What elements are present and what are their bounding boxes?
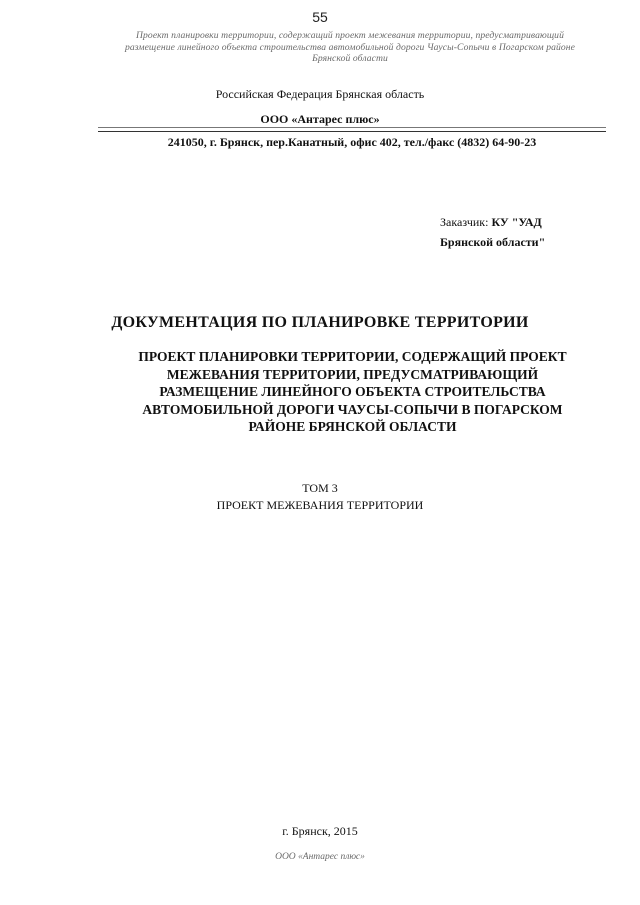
customer-line-1 [440,212,620,232]
footer-note: ООО «Антарес плюс» [275,852,365,862]
header-note-line: Проект планировки территории, содержащий проект межевания территории, предусматривающий [136,30,564,41]
document-title: ДОКУМЕНТАЦИЯ ПО ПЛАНИРОВКЕ ТЕРРИТОРИИ [111,314,529,331]
company-address: 241050, г. Брянск, пер.Канатный, офис 402, тел./факс (4832) 64-90-23 [167,135,537,149]
project-title [105,348,600,436]
header-divider [98,131,606,132]
project-title-line: ПРОЕКТ ПЛАНИРОВКИ ТЕРРИТОРИИ, СОДЕРЖАЩИЙ ПРОЕКТ [138,349,567,364]
header-note-line: Брянской области [312,53,388,64]
header-note-line: размещение линейного объекта строительства автомобильной дороги Чаусы-Сопычи в Погарском районе [124,41,576,53]
page-number: 55 [312,9,328,25]
project-title-line: МЕЖЕВАНИЯ ТЕРРИТОРИИ, ПРЕДУСМАТРИВАЮЩИЙ [166,366,539,382]
volume-label: ТОМ 3 [302,481,338,495]
header-divider-top [98,127,606,128]
customer-name-part-2: Брянской области" [440,235,546,249]
project-title-line: РАЙОНЕ БРЯНСКОЙ ОБЛАСТИ [248,419,457,434]
customer-name-part-1: КУ "УАД [491,215,542,229]
region-line: Российская Федерация Брянская область [215,87,425,101]
company-name: ООО «Антарес плюс» [260,112,380,126]
place-and-year: г. Брянск, 2015 [282,824,358,838]
project-title-line: АВТОМОБИЛЬНОЙ ДОРОГИ ЧАУСЫ-СОПЫЧИ В ПОГАРСКОМ [142,401,563,417]
customer-label: Заказчик: [440,215,489,229]
customer-block [440,212,620,252]
volume-subtitle: ПРОЕКТ МЕЖЕВАНИЯ ТЕРРИТОРИИ [216,498,424,512]
header-note [100,30,600,65]
project-title-line: РАЗМЕЩЕНИЕ ЛИНЕЙНОГО ОБЪЕКТА СТРОИТЕЛЬСТВА [159,384,546,399]
